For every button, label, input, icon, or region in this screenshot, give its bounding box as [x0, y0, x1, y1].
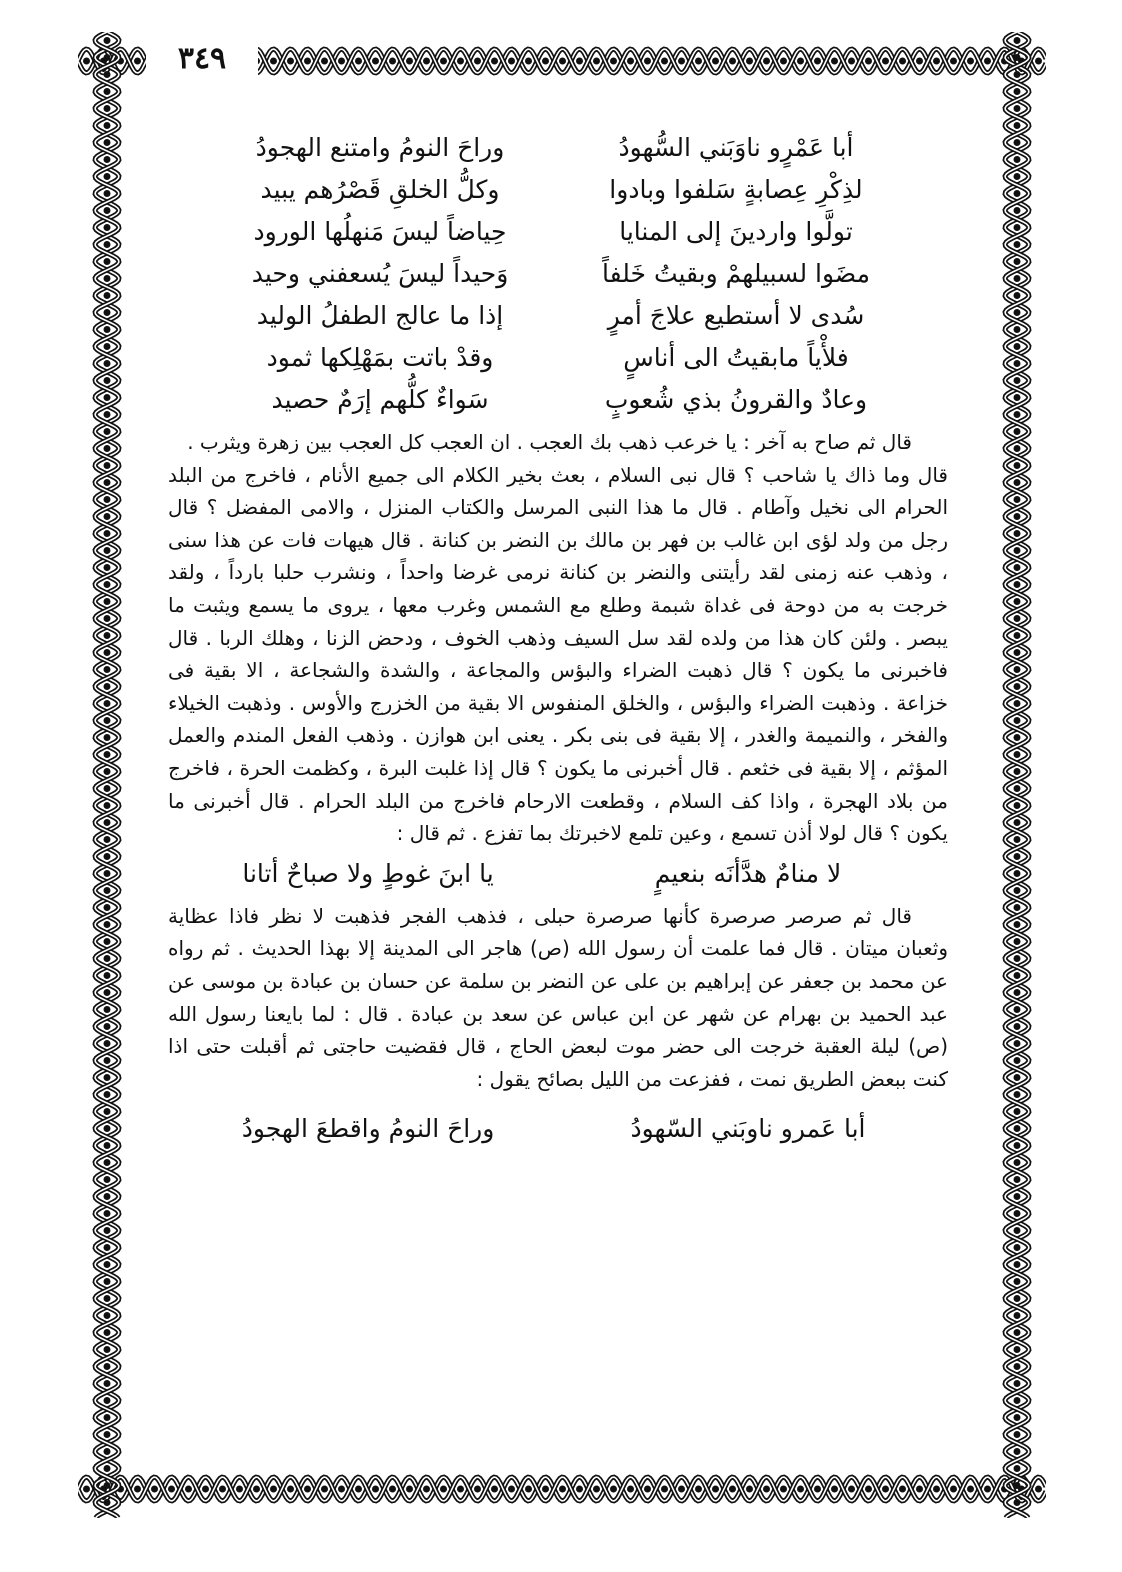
ornamental-border-left: [78, 32, 136, 1518]
verse-first-hemistich: تولَّوا واردينَ إلى المنايا: [619, 217, 853, 246]
poem-block: [168, 128, 948, 422]
verse-second-hemistich: حِياضاً ليسَ مَنهلُها الورود: [253, 217, 507, 246]
verse-second-hemistich: وراحَ النومُ وامتنع الهجودُ: [255, 133, 505, 162]
verse-line: [168, 1109, 948, 1151]
verse-line: [168, 170, 948, 212]
verse-second-hemistich: إذا ما عالج الطفلُ الوليد: [256, 301, 504, 330]
verse-second-hemistich: يا ابنَ غوطٍ ولا صباحٌ أتانا: [242, 858, 494, 888]
verse-first-hemistich: مضَوا لسبيلهمْ وبقيتُ خَلفاً: [602, 259, 870, 288]
prose-paragraph: قال ثم صرصر صرصرة كأنها صرصرة حبلى ، فذهب الفجر فذهبت لا نظر فاذا عظاية وثعبان ميتان . قال فما علمت أن رسول الله (ص) هاجر الى المدينة إلا بهذا الحديث . ثم رواه عن محمد بن جعفر عن إبراهيم بن على عن النضر بن سلمة عن حسان بن عبادة بن موسى عن عبد الحميد بن بهرام عن شهر عن ابن عباس عن سعد بن عبادة . قال : لما بايعنا رسول الله (ص) ليلة العقبة خرجت الى حضر موت لبعض الحاج ، قال فقضيت حاجتى ثم أقبلت حتى اذا كنت ببعض الطريق نمت ، ففزعت من الليل بصائح يقول :: [168, 903, 948, 1091]
prose-block: [168, 426, 948, 850]
verse-first-hemistich: أبا عَمرو ناوبَني السّهودُ: [630, 1114, 866, 1144]
ornamental-border-bottom: [78, 1460, 1046, 1518]
verse-first-hemistich: وعادٌ والقرونُ بذي شُعوبٍ: [604, 385, 868, 414]
verse-line: [168, 854, 948, 896]
verse-first-hemistich: فلأْياً مابقيتُ الى أناسٍ: [623, 343, 849, 372]
prose-paragraph: قال ثم صاح به آخر : يا خرعب ذهب بك العجب . ان العجب كل العجب بين زهرة ويثرب .: [187, 430, 912, 454]
verse-line: [168, 212, 948, 254]
prose-block: [168, 900, 948, 1096]
ornamental-border-right: [988, 32, 1046, 1518]
verse-second-hemistich: وقدْ باتت بمَهْلِكها ثمود: [266, 343, 494, 372]
prose-paragraph: قال وما ذاك يا شاحب ؟ قال نبى السلام ، بعث بخير الكلام الى جميع الأنام ، فاخرج من البلد الحرام الى نخيل وآطام . قال ما هذا النبى المرسل والكتاب المنزل ، والامى المفضل ؟ قال رجل من ولد لؤى ابن غالب بن فهر بن مالك بن النضر بن كنانة . قال هيهات فات عن هذا سنى ، وذهب عنه زمنى لقد رأيتنى والنضر بن كنانة نرمى غرضا واحداً ، ونشرب حلبا بارداً ، ولقد خرجت به من دوحة فى غداة شبمة وطلع مع الشمس وغرب معها ، يروى ما يسمع ويثبت ما يبصر . ولئن كان هذا من ولده لقد سل السيف وذهب الخوف ، ودحض الزنا ، وهلك الربا . قال فاخبرنى ما يكون ؟ قال ذهبت الضراء والبؤس والمجاعة ، والشدة والشجاعة ، الا بقية فى خزاعة . وذهبت الضراء والبؤس ، والخلق المنفوس الا بقية من الخزرج والأوس . وذهبت الخيلاء والفخر ، والنميمة والغدر ، إلا بقية فى بنى بكر . يعنى ابن هوازن . وذهب الفعل المندم والعمل المؤثم ، إلا بقية فى خثعم . قال أخبرنى ما يكون ؟ قال إذا غلبت البرة ، وكظمت الحرة ، فاخرج من بلاد الهجرة ، واذا كف السلام ، وقطعت الارحام فاخرج من البلد الحرام . قال أخبرنى ما يكون ؟ قال لولا أذن تسمع ، وعين تلمع لاخبرتك بما تفزع . ثم قال :: [168, 462, 948, 846]
verse-line: [168, 128, 948, 170]
poem-block: [168, 1109, 948, 1151]
verse-first-hemistich: سُدى لا أستطيع علاجَ أمرٍ: [607, 301, 865, 330]
page-number: ٣٤٩: [146, 40, 258, 78]
verse-second-hemistich: سَواءٌ كلُّهم إرَمٌ حصيد: [271, 385, 489, 414]
verse-line: [168, 380, 948, 422]
verse-line: [168, 254, 948, 296]
verse-second-hemistich: وكلُّ الخلقِ قَصْرُهم يبيد: [260, 175, 500, 204]
verse-first-hemistich: لذِكْرِ عِصابةٍ سَلفوا وبادوا: [609, 175, 863, 204]
verse-line: [168, 296, 948, 338]
verse-second-hemistich: وَحيداً ليسَ يُسعفني وحيد: [251, 259, 509, 288]
poem-block: [168, 854, 948, 896]
verse-second-hemistich: وراحَ النومُ واقطعَ الهجودُ: [241, 1114, 495, 1144]
page-text: [168, 128, 948, 1448]
verse-first-hemistich: أبا عَمْرٍو ناوَبَني السُّهودُ: [618, 133, 854, 162]
verse-first-hemistich: لا منامٌ هدَّأنَه بنعيمٍ: [654, 858, 842, 888]
verse-line: [168, 338, 948, 380]
